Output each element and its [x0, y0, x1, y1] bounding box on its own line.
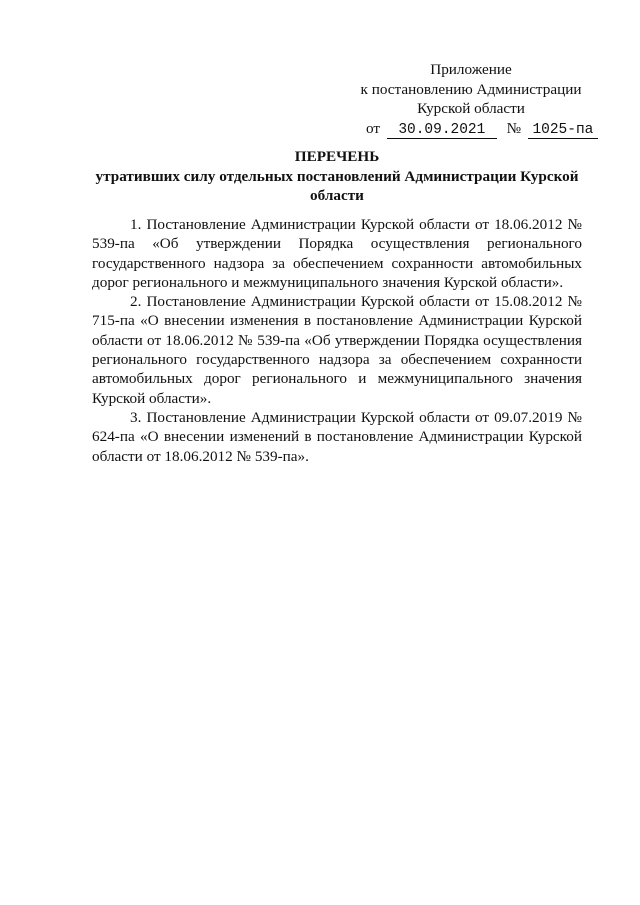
appendix-date-number-row [340, 119, 602, 139]
date-prefix: от [366, 119, 381, 137]
title-subheading: утративших силу отдельных постановлений Администрации Курской области [95, 167, 579, 204]
document-title [92, 147, 582, 206]
appendix-title: Приложение [430, 61, 512, 78]
list-item: 1. Постановление Администрации Курской области от 18.06.2012 № 539-па «Об утверждении Порядка осуществления регионального государственного надзора за обеспечением сохранности автомобильных дорог регионального и межмуниципального значения Курской области». [92, 216, 582, 291]
decree-date: 30.09.2021 [387, 122, 497, 139]
appendix-region: Курской области [417, 100, 525, 117]
decree-number: 1025-па [528, 122, 598, 139]
title-heading: ПЕРЕЧЕНЬ [294, 148, 380, 165]
number-prefix: № [506, 119, 522, 137]
repealed-decrees-list [92, 215, 582, 466]
list-item: 2. Постановление Администрации Курской области от 15.08.2012 № 715-па «О внесении изменения в постановление Администрации Курской области от 18.06.2012 № 539-па «Об утверждении Порядка осуществления регионального государственного надзора за обеспечением сохранности автомобильных дорог регионального и межмуниципального значения Курской области». [92, 293, 582, 407]
appendix-reference: к постановлению Администрации [360, 80, 582, 98]
list-item: 3. Постановление Администрации Курской области от 09.07.2019 № 624-па «О внесении изменений в постановление Администрации Курской области от 18.06.2012 № 539-па». [92, 408, 582, 465]
appendix-header [340, 60, 602, 139]
